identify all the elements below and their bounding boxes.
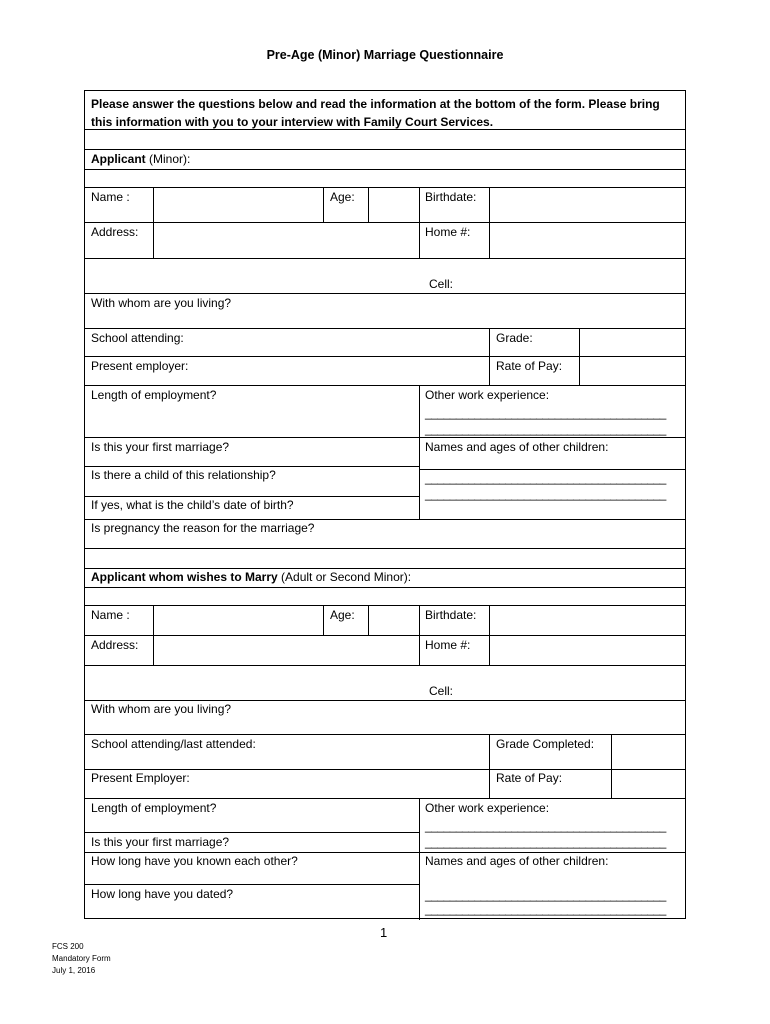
form-date: July 1, 2016 bbox=[52, 966, 96, 975]
row-divider bbox=[85, 798, 685, 799]
partner-name-label: Name : bbox=[91, 608, 130, 622]
column-divider bbox=[419, 605, 420, 665]
page-title: Pre-Age (Minor) Marriage Questionnaire bbox=[266, 48, 504, 62]
row-divider bbox=[85, 832, 419, 833]
partner-first-marriage-label: Is this your first marriage? bbox=[91, 835, 230, 849]
column-divider bbox=[489, 328, 490, 385]
row-divider bbox=[85, 258, 685, 259]
row-divider bbox=[85, 496, 419, 497]
partner-age-field[interactable] bbox=[369, 606, 418, 635]
row-divider bbox=[85, 568, 685, 569]
partner-grade-label: Grade Completed: bbox=[496, 737, 595, 751]
applicant-name-label: Name : bbox=[91, 190, 130, 204]
applicant-child-dob-label: If yes, what is the child’s date of birth? bbox=[91, 498, 294, 512]
applicant-cell-label: Cell: bbox=[429, 277, 454, 291]
column-divider bbox=[419, 187, 420, 258]
applicant-pregnancy-label: Is pregnancy the reason for the marriage? bbox=[91, 521, 315, 535]
applicant-address-label: Address: bbox=[91, 225, 139, 239]
form-code: FCS 200 bbox=[52, 942, 84, 951]
writing-line[interactable]: _______________________________________ bbox=[425, 902, 666, 916]
partner-grade-completed-field[interactable] bbox=[612, 735, 685, 769]
questionnaire-form bbox=[84, 90, 686, 919]
applicant-employer-label: Present employer: bbox=[91, 359, 189, 373]
applicant-child-relationship-label: Is there a child of this relationship? bbox=[91, 468, 276, 482]
applicant-home-label: Home #: bbox=[425, 225, 471, 239]
column-divider bbox=[419, 385, 420, 519]
partner-known-label: How long have you known each other? bbox=[91, 854, 298, 868]
column-divider bbox=[419, 798, 420, 920]
applicant-length-employment-label: Length of employment? bbox=[91, 388, 217, 402]
partner-cell-label: Cell: bbox=[429, 684, 454, 698]
partner-home-label: Home #: bbox=[425, 638, 471, 652]
row-divider bbox=[85, 149, 685, 150]
row-divider bbox=[85, 385, 685, 386]
row-divider bbox=[85, 700, 685, 701]
partner-other-children-label: Names and ages of other children: bbox=[425, 854, 609, 868]
applicant-section-heading: Applicant (Minor): bbox=[91, 152, 191, 166]
row-divider bbox=[85, 665, 685, 666]
row-divider bbox=[85, 852, 685, 853]
applicant-living-label: With whom are you living? bbox=[91, 296, 232, 310]
partner-rate-label: Rate of Pay: bbox=[496, 771, 563, 785]
writing-line[interactable]: _______________________________________ bbox=[425, 471, 666, 485]
row-divider bbox=[419, 469, 685, 470]
row-divider bbox=[85, 548, 685, 549]
row-divider bbox=[85, 884, 419, 885]
column-divider bbox=[323, 187, 324, 222]
row-divider bbox=[85, 519, 685, 520]
applicant-grade-field[interactable] bbox=[580, 329, 685, 356]
partner-rate-of-pay-field[interactable] bbox=[612, 770, 685, 798]
form-type: Mandatory Form bbox=[52, 954, 111, 963]
writing-line[interactable]: _______________________________________ bbox=[425, 422, 666, 436]
partner-age-label: Age: bbox=[330, 608, 355, 622]
applicant-first-marriage-label: Is this your first marriage? bbox=[91, 440, 230, 454]
partner-birthdate-field[interactable] bbox=[490, 606, 685, 635]
intro-line-1: Please answer the questions below and read the information at the bottom of the form. Please bring bbox=[91, 97, 660, 111]
partner-living-label: With whom are you living? bbox=[91, 702, 232, 716]
applicant-rate-of-pay-field[interactable] bbox=[580, 357, 685, 385]
intro-line-2: this information with you to your interview with Family Court Services. bbox=[91, 115, 494, 129]
row-divider bbox=[85, 466, 419, 467]
partner-home-phone-field[interactable] bbox=[490, 636, 685, 665]
partner-length-employment-label: Length of employment? bbox=[91, 801, 217, 815]
partner-school-label: School attending/last attended: bbox=[91, 737, 256, 751]
applicant-home-phone-field[interactable] bbox=[490, 223, 685, 257]
row-divider bbox=[85, 769, 685, 770]
page-number: 1 bbox=[380, 925, 388, 940]
applicant-grade-label: Grade: bbox=[496, 331, 533, 345]
row-divider bbox=[85, 587, 685, 588]
applicant-name-field[interactable] bbox=[154, 188, 322, 222]
writing-line[interactable]: _______________________________________ bbox=[425, 835, 666, 849]
writing-line[interactable]: _______________________________________ bbox=[425, 888, 666, 902]
column-divider bbox=[489, 734, 490, 798]
writing-line[interactable]: _______________________________________ bbox=[425, 487, 666, 501]
column-divider bbox=[323, 605, 324, 635]
partner-section-heading: Applicant whom wishes to Marry (Adult or Second Minor): bbox=[91, 570, 412, 584]
applicant-birthdate-field[interactable] bbox=[490, 188, 685, 222]
partner-dated-label: How long have you dated? bbox=[91, 887, 234, 901]
partner-other-work-label: Other work experience: bbox=[425, 801, 550, 815]
partner-name-field[interactable] bbox=[154, 606, 322, 635]
applicant-school-label: School attending: bbox=[91, 331, 184, 345]
partner-birthdate-label: Birthdate: bbox=[425, 608, 477, 622]
intro-instructions bbox=[91, 95, 681, 131]
partner-address-label: Address: bbox=[91, 638, 139, 652]
row-divider bbox=[85, 437, 685, 438]
applicant-address-field[interactable] bbox=[154, 223, 418, 257]
applicant-other-children-label: Names and ages of other children: bbox=[425, 440, 609, 454]
partner-employer-label: Present Employer: bbox=[91, 771, 190, 785]
partner-address-field[interactable] bbox=[154, 636, 418, 665]
row-divider bbox=[85, 293, 685, 294]
row-divider bbox=[85, 169, 685, 170]
form-footer bbox=[52, 941, 111, 977]
writing-line[interactable]: _______________________________________ bbox=[425, 819, 666, 833]
row-divider bbox=[85, 734, 685, 735]
applicant-other-work-label: Other work experience: bbox=[425, 388, 550, 402]
applicant-age-field[interactable] bbox=[369, 188, 418, 222]
writing-line[interactable]: _______________________________________ bbox=[425, 406, 666, 420]
applicant-birthdate-label: Birthdate: bbox=[425, 190, 477, 204]
applicant-rate-label: Rate of Pay: bbox=[496, 359, 563, 373]
applicant-age-label: Age: bbox=[330, 190, 355, 204]
